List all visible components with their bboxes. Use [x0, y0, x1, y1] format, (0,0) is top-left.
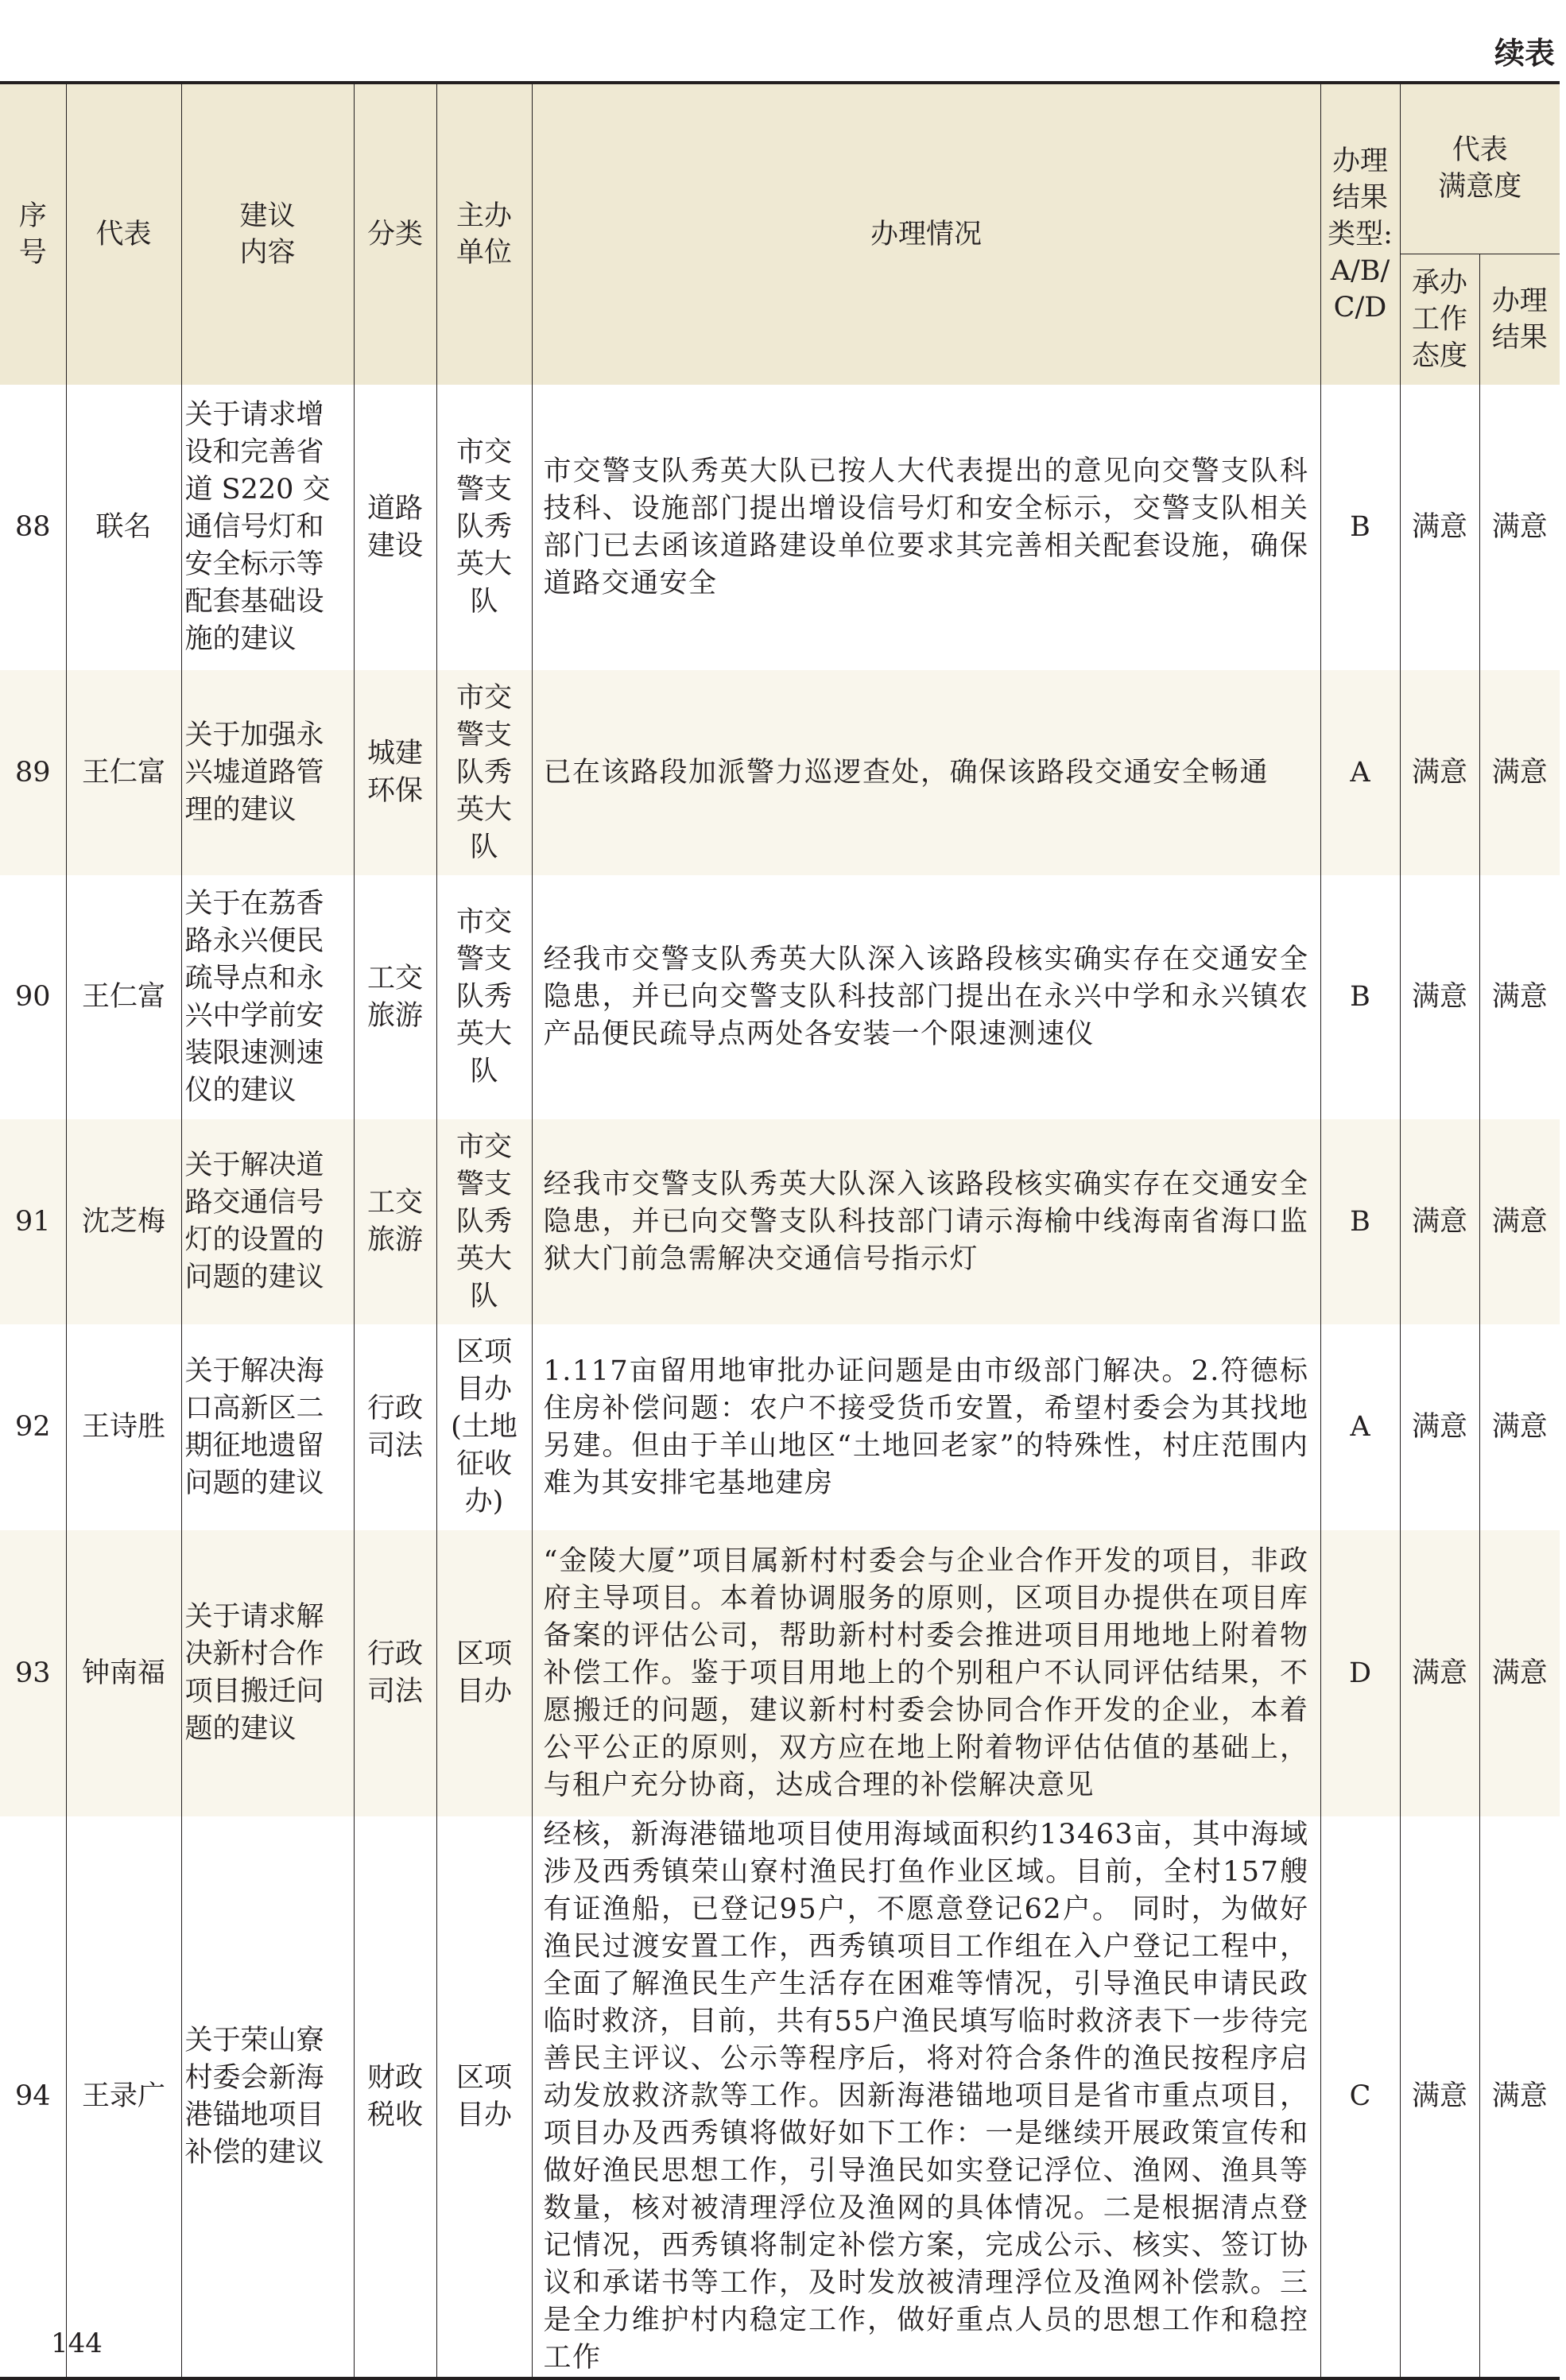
cell-proposal: 关于请求解 决新村合作 项目搬迁问 题的建议: [181, 1530, 354, 1816]
cell-seq: 88: [0, 385, 66, 670]
cell-proposal: 关于解决道 路交通信号 灯的设置的 问题的建议: [181, 1119, 354, 1324]
cell-proposal: 关于加强永 兴墟道路管 理的建议: [181, 670, 354, 875]
cell-sat-attitude: 满意: [1400, 670, 1479, 875]
cell-handling: 经我市交警支队秀英大队深入该路段核实确实存在交通安全隐患，并已向交警支队科技部门提出在永兴中学和永兴镇农产品便民疏导点两处各安装一个限速测速仪: [532, 875, 1320, 1119]
cell-sat-attitude: 满意: [1400, 1530, 1479, 1816]
cell-sat-attitude: 满意: [1400, 385, 1479, 670]
cell-unit: 市交 警支 队秀 英大 队: [436, 385, 532, 670]
cell-rep: 王录广: [66, 1816, 181, 2378]
cell-result-type: B: [1320, 875, 1400, 1119]
cell-unit: 区项 目办: [436, 1530, 532, 1816]
table-header: [0, 83, 1560, 385]
cell-unit: 区项 目办: [436, 1816, 532, 2378]
cell-sat-result: 满意: [1479, 1530, 1560, 1816]
cell-sat-result: 满意: [1479, 875, 1560, 1119]
cell-seq: 93: [0, 1530, 66, 1816]
cell-sat-result: 满意: [1479, 1324, 1560, 1530]
cell-handling: 经我市交警支队秀英大队深入该路段核实确实存在交通安全隐患，并已向交警支队科技部门请示海榆中线海南省海口监狱大门前急需解决交通信号指示灯: [532, 1119, 1320, 1324]
cell-result-type: A: [1320, 1324, 1400, 1530]
cell-proposal: 关于荣山寮 村委会新海 港锚地项目 补偿的建议: [181, 1816, 354, 2378]
cell-proposal: 关于请求增 设和完善省 道 S220 交 通信号灯和 安全标示等 配套基础设 施的建议: [181, 385, 354, 670]
header-category: 分类: [354, 83, 436, 385]
header-sat-result: 办理 结果: [1479, 254, 1560, 385]
header-handling: 办理情况: [532, 83, 1320, 385]
cell-category: 道路 建设: [354, 385, 436, 670]
table-row: [0, 1119, 1560, 1324]
cell-result-type: B: [1320, 1119, 1400, 1324]
cell-sat-attitude: 满意: [1400, 1119, 1479, 1324]
page-number: 144: [51, 2328, 103, 2359]
header-proposal: 建议 内容: [181, 83, 354, 385]
cell-rep: 王仁富: [66, 875, 181, 1119]
continued-label: 续表: [1494, 36, 1555, 71]
cell-seq: 90: [0, 875, 66, 1119]
cell-proposal: 关于在荔香 路永兴便民 疏导点和永 兴中学前安 装限速测速 仪的建议: [181, 875, 354, 1119]
cell-sat-result: 满意: [1479, 385, 1560, 670]
cell-result-type: D: [1320, 1530, 1400, 1816]
cell-rep: 王仁富: [66, 670, 181, 875]
header-sat-attitude: 承办 工作 态度: [1400, 254, 1479, 385]
cell-sat-attitude: 满意: [1400, 1324, 1479, 1530]
table-row: [0, 670, 1560, 875]
proposal-table: [0, 81, 1560, 2380]
cell-handling: 已在该路段加派警力巡逻查处，确保该路段交通安全畅通: [532, 670, 1320, 875]
cell-sat-attitude: 满意: [1400, 1816, 1479, 2378]
cell-proposal: 关于解决海 口高新区二 期征地遗留 问题的建议: [181, 1324, 354, 1530]
cell-rep: 沈芝梅: [66, 1119, 181, 1324]
cell-unit: 区项 目办 (土地 征收 办): [436, 1324, 532, 1530]
cell-handling: “金陵大厦”项目属新村村委会与企业合作开发的项目，非政府主导项目。本着协调服务的原则，区项目办提供在项目库备案的评估公司，帮助新村村委会推进项目用地地上附着物补偿工作。鉴于项目用地上的个别租户不认同评估结果，不愿搬迁的问题，建议新村村委会协同合作开发的企业，本着公平公正的原则，双方应在地上附着物评估估值的基础上，与租户充分协商，达成合理的补偿解决意见: [532, 1530, 1320, 1816]
cell-category: 财政 税收: [354, 1816, 436, 2378]
cell-rep: 钟南福: [66, 1530, 181, 1816]
table-row: [0, 875, 1560, 1119]
cell-seq: 92: [0, 1324, 66, 1530]
cell-sat-result: 满意: [1479, 1119, 1560, 1324]
header-unit: 主办 单位: [436, 83, 532, 385]
table-row: [0, 1324, 1560, 1530]
table-row: [0, 1530, 1560, 1816]
cell-category: 工交 旅游: [354, 875, 436, 1119]
cell-result-type: B: [1320, 385, 1400, 670]
cell-unit: 市交 警支 队秀 英大 队: [436, 670, 532, 875]
cell-seq: 91: [0, 1119, 66, 1324]
header-seq: 序 号: [0, 83, 66, 385]
cell-category: 行政 司法: [354, 1530, 436, 1816]
table-row: [0, 1816, 1560, 2378]
cell-unit: 市交 警支 队秀 英大 队: [436, 1119, 532, 1324]
cell-sat-attitude: 满意: [1400, 875, 1479, 1119]
cell-category: 工交 旅游: [354, 1119, 436, 1324]
cell-rep: 联名: [66, 385, 181, 670]
cell-sat-result: 满意: [1479, 670, 1560, 875]
header-result-type: 办理 结果 类型: A/B/ C/D: [1320, 83, 1400, 385]
cell-rep: 王诗胜: [66, 1324, 181, 1530]
cell-handling: 市交警支队秀英大队已按人大代表提出的意见向交警支队科技科、设施部门提出增设信号灯和安全标示，交警支队相关部门已去函该道路建设单位要求其完善相关配套设施，确保道路交通安全: [532, 385, 1320, 670]
cell-handling: 经核，新海港锚地项目使用海域面积约13463亩，其中海域涉及西秀镇荣山寮村渔民打鱼作业区域。目前，全村157艘有证渔船，已登记95户，不愿意登记62户。 同时，为做好渔民过渡安置工作，西秀镇项目工作组在入户登记工程中，全面了解渔民生产生活存在困难等情况，引导渔民申请民政临时救济，目前，共有55户渔民填写临时救济表下一步待完善民主评议、公示等程序后，将对符合条件的渔民按程序启动发放救济款等工作。因新海港锚地项目是省市重点项目，项目办及西秀镇将做好如下工作：一是继续开展政策宣传和做好渔民思想工作，引导渔民如实登记浮位、渔网、渔具等数量，核对被清理浮位及渔网的具体情况。二是根据清点登记情况，西秀镇将制定补偿方案，完成公示、核实、签订协议和承诺书等工作，及时发放被清理浮位及渔网补偿款。三是全力维护村内稳定工作，做好重点人员的思想工作和稳控工作: [532, 1816, 1320, 2378]
cell-result-type: A: [1320, 670, 1400, 875]
cell-handling: 1.117亩留用地审批办证问题是由市级部门解决。2.符德标住房补偿问题：农户不接受货币安置，希望村委会为其找地另建。但由于羊山地区“土地回老家”的特殊性，村庄范围内难为其安排宅基地建房: [532, 1324, 1320, 1530]
cell-result-type: C: [1320, 1816, 1400, 2378]
header-satisfaction: 代表 满意度: [1400, 83, 1560, 254]
header-rep: 代表: [66, 83, 181, 385]
cell-sat-result: 满意: [1479, 1816, 1560, 2378]
cell-category: 行政 司法: [354, 1324, 436, 1530]
table-row: [0, 385, 1560, 670]
cell-seq: 89: [0, 670, 66, 875]
cell-category: 城建 环保: [354, 670, 436, 875]
cell-unit: 市交 警支 队秀 英大 队: [436, 875, 532, 1119]
cell-seq: 94: [0, 1816, 66, 2378]
